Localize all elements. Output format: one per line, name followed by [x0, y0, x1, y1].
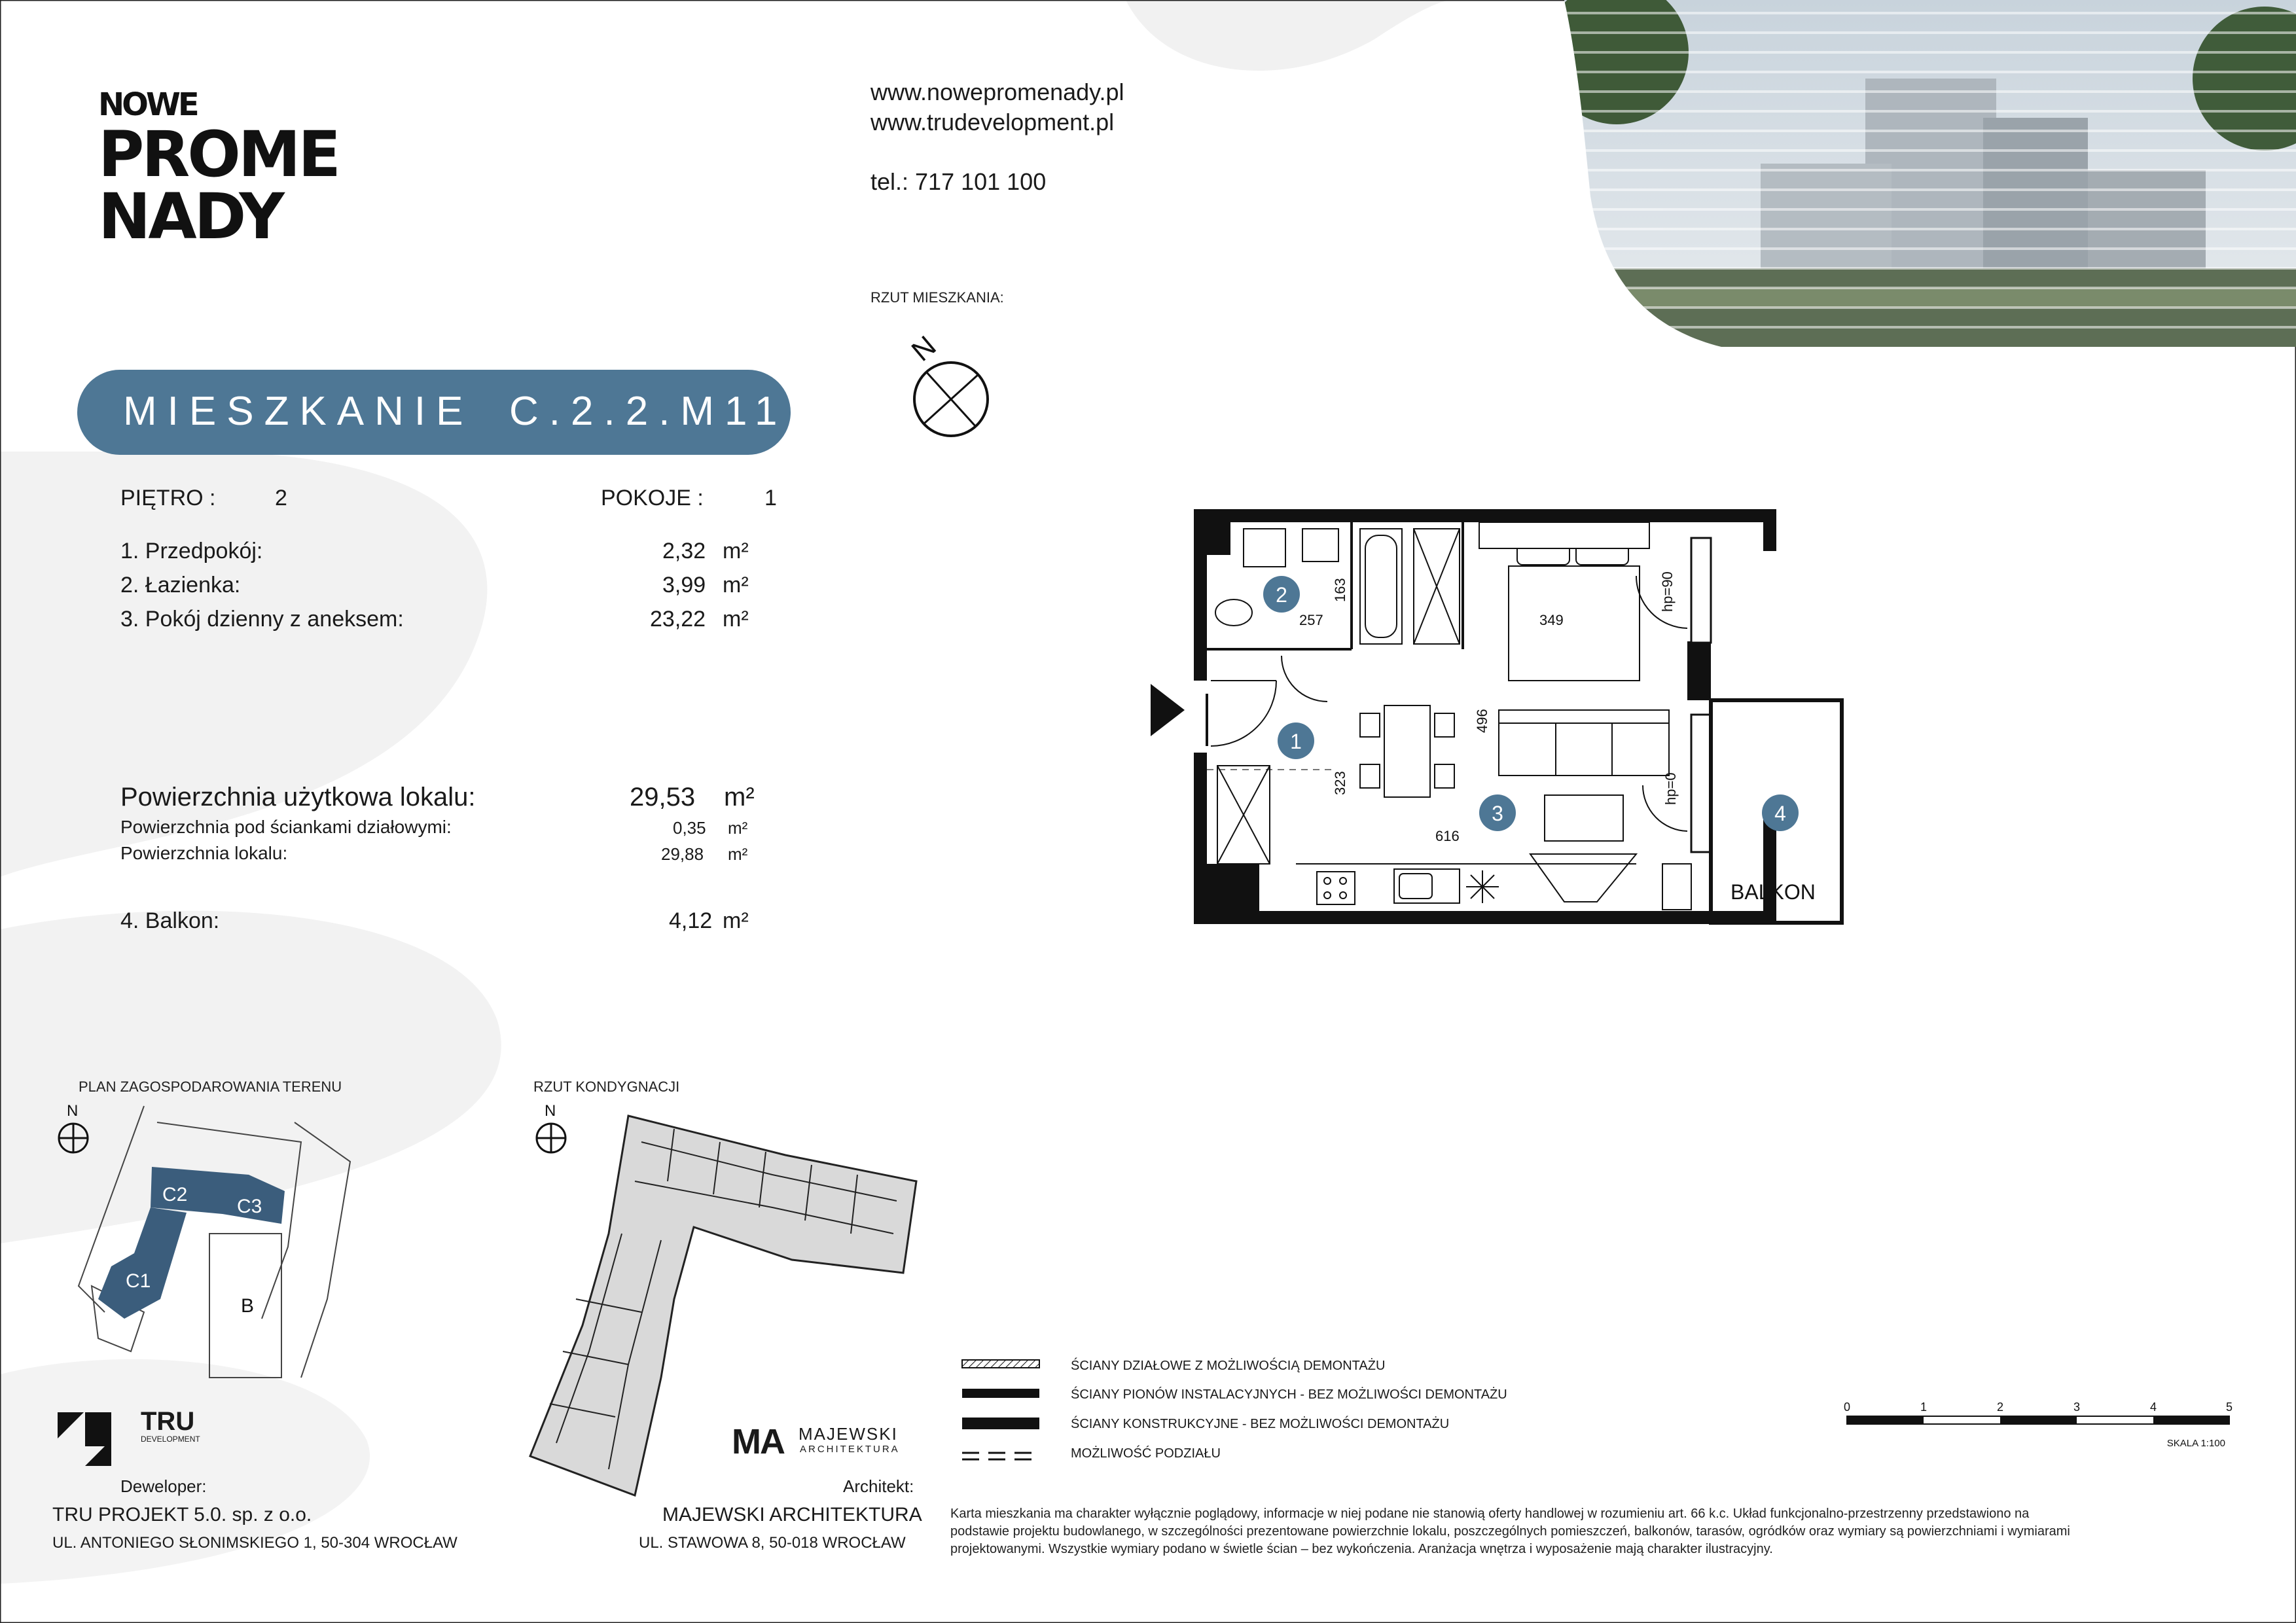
architect-address: UL. STAWOWA 8, 50-018 WROCŁAW: [639, 1534, 906, 1552]
legend-item-1: ŚCIANY DZIAŁOWE Z MOŻLIWOŚCIĄ DEMONTAŻU: [1071, 1359, 1386, 1373]
dim-hp0: hp=0: [1662, 772, 1679, 805]
building-b-label: B: [241, 1295, 255, 1317]
room-number-2: 2: [1276, 583, 1287, 607]
total-area-value: 29,88: [661, 844, 704, 864]
scale-label: SKALA 1:100: [2166, 1438, 2225, 1449]
apartment-label: MIESZKANIE: [123, 389, 474, 434]
tru-logo-icon: [58, 1407, 136, 1466]
scale-tick-4: 4: [2149, 1400, 2157, 1414]
dim-323: 323: [1332, 771, 1348, 795]
ma-logo-subtext: ARCHITEKTURA: [800, 1444, 900, 1455]
room-3-area: 23,22: [650, 607, 706, 632]
apartment-code: C.2.2.M11: [509, 389, 788, 434]
floor-plan-north-label: N: [545, 1103, 556, 1120]
apartment-title-pill: [77, 370, 791, 455]
room-2-name: 2. Łazienka:: [120, 573, 241, 597]
balcony-plan-label: BALKON: [1731, 880, 1816, 904]
usable-area-label: Powierzchnia użytkowa lokalu:: [120, 783, 476, 812]
room-number-3: 3: [1492, 802, 1503, 825]
room-3-unit: m²: [723, 607, 749, 632]
floor-label: PIĘTRO :: [120, 486, 216, 510]
dim-496: 496: [1474, 709, 1490, 733]
rooms-label: POKOJE :: [601, 486, 704, 510]
tru-logo-subtext: DEVELOPMENT: [141, 1435, 200, 1444]
logo-line-1: NOWE: [98, 86, 197, 123]
apartment-floor-plan: [1139, 497, 1859, 942]
balcony-value: 4,12: [669, 908, 713, 933]
dim-257: 257: [1299, 612, 1323, 628]
architect-label: Architekt:: [843, 1476, 914, 1496]
developer-name: TRU PROJEKT 5.0. sp. z o.o.: [52, 1504, 312, 1525]
site-plan-label: PLAN ZAGOSPODAROWANIA TERENU: [79, 1079, 342, 1095]
logo-line-3: NADY: [98, 180, 282, 253]
balcony-unit: m²: [723, 908, 749, 933]
disclaimer-line-2: podstawie projektu budowlanego, w szczególności prezentowane powierzchnie lokalu, poszczególnych pomieszczeń, balkonów, tarasów, ogródków oraz wymiary są powierzchniami i wymiarami: [950, 1524, 2070, 1539]
legend-symbols: [959, 1355, 1044, 1466]
room-3-name: 3. Pokój dzienny z aneksem:: [120, 607, 404, 632]
total-area-label: Powierzchnia lokalu:: [120, 843, 288, 863]
scale-tick-5: 5: [2225, 1400, 2233, 1414]
website-link-1[interactable]: www.nowepromenady.pl: [870, 79, 1124, 105]
scale-bar: [1839, 1400, 2245, 1453]
entrance-arrow-icon: [1151, 684, 1185, 736]
website-link-2[interactable]: www.trudevelopment.pl: [870, 109, 1115, 135]
architect-name: MAJEWSKI ARCHITEKTURA: [662, 1504, 922, 1525]
developer-label: Deweloper:: [120, 1476, 207, 1496]
dim-163: 163: [1332, 578, 1348, 602]
disclaimer-line-1: Karta mieszkania ma charakter wyłącznie poglądowy, informacje w niej podane nie stanowią oferty handlowej w rozumieniu art. 66 k.c. Układ funkcjonalno-przestrzenny przedstawiono na: [950, 1507, 2030, 1521]
legend-item-2: ŚCIANY PIONÓW INSTALACYJNYCH - BEZ MOŻLIWOŚCI DEMONTAŻU: [1071, 1387, 1507, 1402]
usable-area-unit: m²: [724, 783, 755, 812]
room-2-unit: m²: [723, 573, 749, 597]
building-render-image: [1564, 0, 2296, 347]
ma-logo-name: MAJEWSKI: [798, 1424, 898, 1444]
room-number-4: 4: [1774, 802, 1786, 825]
tru-logo-text: TRU: [141, 1407, 195, 1436]
floor-level-plan-label: RZUT KONDYGNACJI: [533, 1079, 680, 1095]
disclaimer-line-3: projektowanymi. Wszystkie wymiary podano w świetle ścian – bez wykończenia. Aranżacja wnętrza i wyposażenie mają charakter ilustracyjny.: [950, 1542, 1773, 1556]
site-north-label: N: [67, 1103, 79, 1120]
scale-tick-3: 3: [2073, 1400, 2081, 1414]
dim-616: 616: [1435, 828, 1460, 844]
ma-logo-icon: MA: [732, 1422, 784, 1461]
room-number-1: 1: [1290, 730, 1302, 753]
room-1-unit: m²: [723, 539, 749, 563]
building-c3-label: C3: [237, 1196, 262, 1217]
partition-area-label: Powierzchnia pod ściankami działowymi:: [120, 817, 452, 837]
floor-value: 2: [275, 486, 287, 510]
total-area-unit: m²: [728, 844, 748, 864]
scale-tick-0: 0: [1843, 1400, 1851, 1414]
dim-hp90: hp=90: [1659, 571, 1676, 612]
north-label: N: [905, 329, 942, 368]
partition-area-value: 0,35: [673, 818, 706, 838]
scale-tick-1: 1: [1920, 1400, 1928, 1414]
rooms-value: 1: [764, 486, 777, 510]
site-plan-map: [52, 1103, 380, 1391]
room-1-area: 2,32: [662, 539, 706, 563]
room-1-name: 1. Przedpokój:: [120, 539, 263, 563]
north-compass-icon: [897, 327, 995, 445]
scale-tick-2: 2: [1996, 1400, 2004, 1414]
building-c2-label: C2: [162, 1184, 188, 1205]
dim-349: 349: [1539, 612, 1564, 628]
building-c1-label: C1: [126, 1270, 151, 1292]
developer-address: UL. ANTONIEGO SŁONIMSKIEGO 1, 50-304 WROCŁAW: [52, 1534, 457, 1552]
balcony-label: 4. Balkon:: [120, 908, 220, 933]
logo-line-2: PROME: [98, 118, 338, 191]
usable-area-value: 29,53: [630, 783, 696, 812]
legend-item-4: MOŻLIWOŚĆ PODZIAŁU: [1071, 1446, 1221, 1461]
phone-number[interactable]: tel.: 717 101 100: [870, 168, 1047, 195]
legend-item-3: ŚCIANY KONSTRUKCYJNE - BEZ MOŻLIWOŚCI DEMONTAŻU: [1071, 1417, 1450, 1431]
room-2-area: 3,99: [662, 573, 706, 597]
partition-area-unit: m²: [728, 818, 748, 838]
apartment-plan-label: RZUT MIESZKANIA:: [870, 289, 1004, 306]
